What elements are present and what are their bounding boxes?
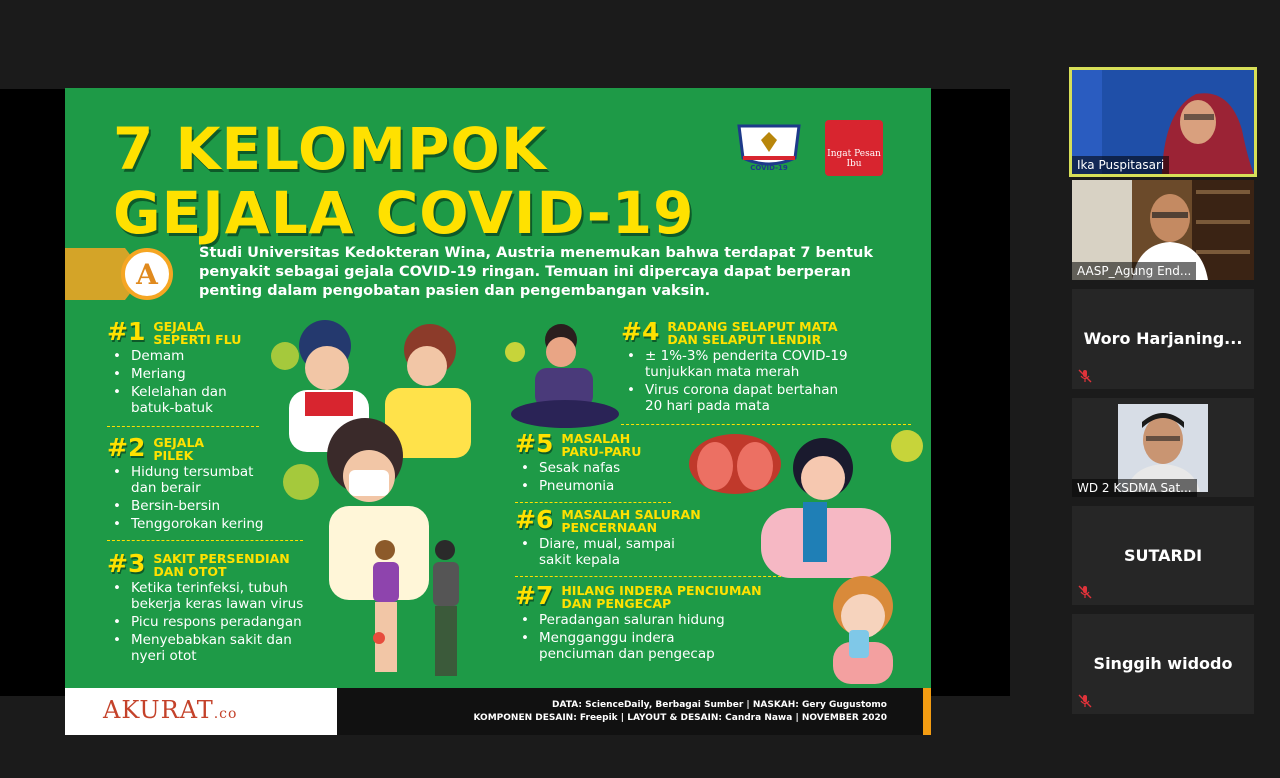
participant-name: AASP_Agung End... (1072, 262, 1196, 280)
mic-muted-icon (1078, 585, 1092, 599)
footer-accent-strip (923, 688, 931, 735)
participant-tile-2[interactable] (1072, 180, 1254, 280)
mic-muted-icon (1078, 369, 1092, 383)
symptom-item: • Kelelahan dan batuk-batuk (107, 384, 363, 416)
shared-infographic (65, 88, 931, 735)
infographic-title-line2: GEJALA COVID-19 (113, 179, 695, 247)
divider (515, 576, 781, 577)
participant-name: Woro Harjaning... (1083, 329, 1243, 348)
participant-name: Ika Puspitasari (1072, 156, 1169, 174)
symptom-item: • Peradangan saluran hidung (515, 612, 771, 628)
credits-line-2: KOMPONEN DESAIN: Freepik | LAYOUT & DESAIN: Candra Nawa | NOVEMBER 2020 (473, 713, 887, 723)
bnpb-logo-text: COVID-19 (750, 164, 788, 172)
divider (107, 540, 303, 541)
group-number: #2 (107, 433, 146, 462)
symptom-group-6 (515, 505, 771, 570)
participant-name: Singgih widodo (1093, 654, 1233, 673)
group-number: #6 (515, 505, 554, 534)
eye-sick-person-illustration (505, 324, 625, 434)
footer-credits (473, 699, 887, 725)
symptom-item: • Ketika terinfeksi, tubuh bekerja keras lawan virus (107, 580, 363, 612)
symptom-group-2 (107, 433, 363, 534)
divider (107, 426, 259, 427)
group-title: GEJALA SEPERTI FLU (153, 319, 242, 347)
symptom-group-1 (107, 317, 363, 418)
group-title: SAKIT PERSENDIAN DAN OTOT (153, 551, 290, 579)
symptom-item: • Bersin-bersin (107, 498, 363, 514)
symptom-group-7 (515, 581, 771, 664)
footer-brand-panel (65, 688, 337, 735)
symptom-item: • Hidung tersumbat dan berair (107, 464, 363, 496)
symptom-item: • Picu respons peradangan (107, 614, 363, 630)
infographic-title-line1: 7 KELOMPOK (113, 115, 547, 183)
group-number: #4 (621, 317, 660, 346)
symptom-item: • Meriang (107, 366, 363, 382)
mic-muted-icon (1078, 694, 1092, 708)
group-title: HILANG INDERA PENCIUMAN DAN PENGECAP (561, 583, 762, 611)
group-number: #1 (107, 317, 146, 346)
group-number: #3 (107, 549, 146, 578)
smell-loss-person-illustration (813, 576, 913, 684)
symptom-item: • Tenggorokan kering (107, 516, 363, 532)
participant-tile-4[interactable] (1072, 398, 1254, 497)
symptom-group-5 (515, 429, 771, 496)
participant-tile-5[interactable] (1072, 506, 1254, 605)
joint-pain-people-illustration (347, 536, 477, 688)
symptom-group-3 (107, 549, 363, 666)
symptom-item: • Mengganggu indera penciuman dan pengecap (515, 630, 771, 662)
ingat-pesan-ibu-logo: Ingat Pesan Ibu (825, 120, 883, 176)
participant-tile-1[interactable] (1072, 70, 1254, 174)
participant-tile-6[interactable] (1072, 614, 1254, 714)
participant-name: WD 2 KSDMA Sat... (1072, 479, 1197, 497)
symptom-item: • Menyebabkan sakit dan nyeri otot (107, 632, 363, 664)
symptom-item: • Pneumonia (515, 478, 771, 494)
svg-text:A: A (136, 258, 158, 291)
group-title: MASALAH SALURAN PENCERNAAN (561, 507, 701, 535)
akurat-logo: AKURAT.co (103, 696, 238, 724)
group-title: GEJALA PILEK (153, 435, 205, 463)
group-title: MASALAH PARU-PARU (561, 431, 642, 459)
participant-tile-3[interactable] (1072, 289, 1254, 389)
infographic-footer (65, 688, 931, 735)
infographic-intro: Studi Universitas Kedokteran Wina, Austria menemukan bahwa terdapat 7 bentuk penyakit sebagai gejala COVID-19 ringan. Temuan ini dipercaya dapat berperan penting dalam pengobatan pasien dan pengembangan vaksin. (199, 245, 873, 299)
symptom-item: • ± 1%-3% penderita COVID-19 tunjukkan mata merah (621, 348, 877, 380)
symptom-item: • Diare, mual, sampai sakit kepala (515, 536, 771, 568)
group-number: #7 (515, 581, 554, 610)
symptom-item: • Sesak nafas (515, 460, 771, 476)
bnpb-logo (729, 118, 809, 174)
participant-name: SUTARDI (1123, 546, 1203, 565)
divider (621, 424, 911, 425)
group-number: #5 (515, 429, 554, 458)
symptom-item: • Demam (107, 348, 363, 364)
credits-line-1: DATA: ScienceDaily, Berbagai Sumber | NASKAH: Gery Gugustomo (552, 700, 887, 710)
akurat-a-badge-icon (65, 248, 185, 300)
group-title: RADANG SELAPUT MATA DAN SELAPUT LENDIR (667, 319, 838, 347)
symptom-item: • Virus corona dapat bertahan 20 hari pada mata (621, 382, 877, 414)
symptom-group-4 (621, 317, 877, 416)
divider (515, 502, 671, 503)
